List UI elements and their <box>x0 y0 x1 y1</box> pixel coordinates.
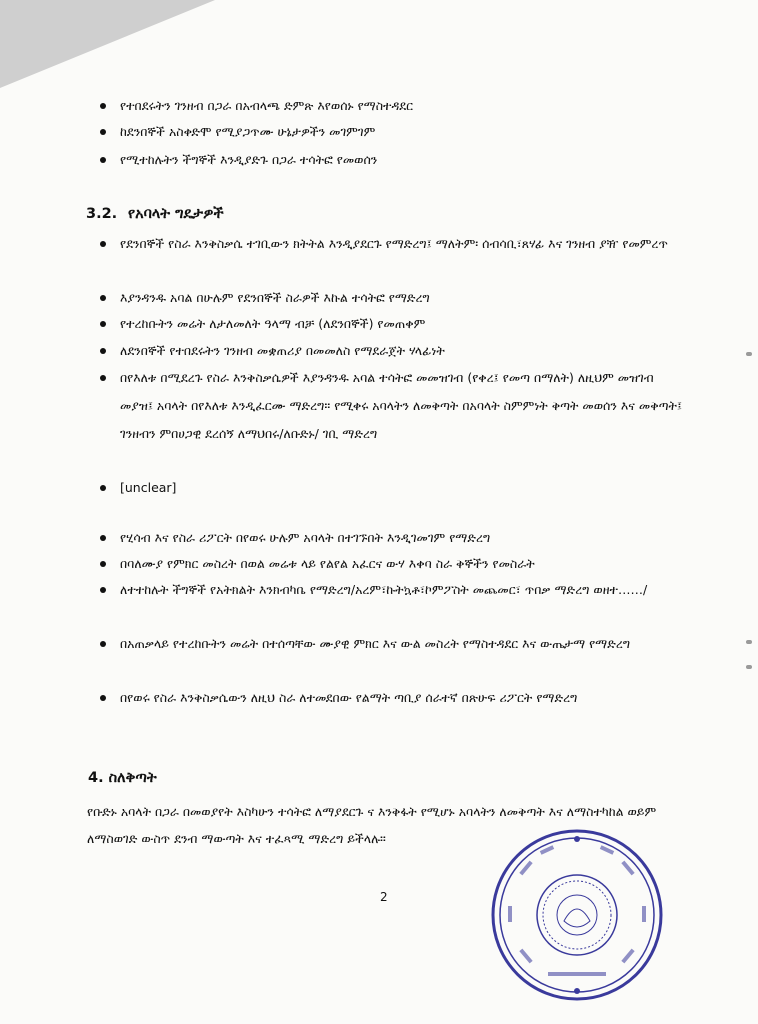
section-title: የአባላት ግዴታዎች <box>128 206 224 222</box>
list-item: የሚተከሉትን ችግኞች እንዲያድጉ በጋራ ተሳትፎ የመወሰን <box>100 146 690 174</box>
list-item: በአጠቃላይ የተረከቡትን መሬት በተሰጣቸው ሙያዊ ምክር እና ውል መስረት የማስተዳደር እና ውጤታማ የማድረግ <box>100 630 690 658</box>
list-item: በባለሙያ የምክር መስረት በወል መሬቱ ላይ የልየል አፈርና ውሃ እቀባ ስራ ቅኞችን የመስራት <box>100 550 690 578</box>
list-item: የተረከቡትን መሬት ለታለመለት ዓላማ ብቻ (ለደንበኞች) የመጠቀም <box>100 310 690 338</box>
list-item: ለደንበኞች የተበደሩትን ገንዘብ መቋጠሪያ በመመለስ የማደራጀት ሃላፊነት <box>100 337 690 365</box>
official-stamp <box>488 826 666 1004</box>
punch-hole-mark <box>746 352 752 356</box>
page-number: 2 <box>380 890 388 904</box>
list-item: በየእለቱ በሚደረጉ የስራ እንቅስቃሴዎች እያንዳንዱ አባል ተሳትፎ መመዝገብ (የቀረ፤ የመጣ በማለት) ለዚህም መዝገብ መያዝ፤ አባላት በየእለቱ እንዲፈርሙ ማድረግ። የሚቀሩ አባላትን ለመቅጣት በአባላት ስምምነት ቅጣት መወሰን እና መቅጣት፤ ገንዘብን ምበሀጋዊ ደረሰኝ ለማህበሩ/ለቡድኑ/ ገቢ ማድረግ <box>100 364 690 448</box>
list-item: እያንዳንዱ አባል በሁሉም የደንበኞች ስራዎች እኩል ተሳትፎ የማድረግ <box>100 284 690 312</box>
conclusion-paragraph: የቡድኑ አባላት በጋራ በመወያየት እስካሁን ተሳትፎ ለማያደርጉ ና እንቅፋት የሚሆኑ አባላትን ለመቅጣት እና ለማስተካከል ወይም ለማስወገድ ውስጥ ደንብ ማውጣት እና ተፈጻሚ ማድረግ ይችላሉ። <box>87 804 657 846</box>
list-item: የሂሳብ እና የስራ ሪፖርት በየወሩ ሁሉም አባላት በተገኙበት እንዲገመገም የማድረግ <box>100 524 690 552</box>
list-item: [unclear] <box>100 474 690 502</box>
punch-hole-mark <box>746 640 752 644</box>
list-item: ከደንበኞች አስቀድሞ የሚያጋጥሙ ሁኔታዎችን መገምገም <box>100 118 690 146</box>
list-item: የደንበኞች የስራ እንቅስቃሴ ተገቢውን ክትትል እንዲያደርጉ የማድረግ፤ ማለትም፡ ሰብሳቢ፣ጸሃፊ እና ገንዘብ ያዥ የመምረጥ <box>100 230 690 258</box>
list-item: የተበደሩትን ገንዘብ በጋራ በአብላጫ ድምጽ እየወሰኑ የማስተዳደር <box>100 92 690 120</box>
folded-corner <box>0 0 215 88</box>
punch-hole-mark <box>746 665 752 669</box>
list-item: ለተተከሉት ችግኞች የአትክልት እንክብካቤ የማድረግ/አረም፣ኩትኳቶ፣ኮምፖስት መጨመር፣ ጥበቃ ማድረግ ወዘተ……/ <box>100 576 690 604</box>
conclusion-heading: 4. ስለቅጣት <box>88 770 157 786</box>
section-number: 3.2. <box>86 206 118 222</box>
list-item: በየወሩ የስራ እንቅስቃሴውን ለዚህ ስራ ለተመደበው የልማት ጣቢያ ሰራተኛ በጽሁፍ ሪፖርት የማድረግ <box>100 684 690 712</box>
